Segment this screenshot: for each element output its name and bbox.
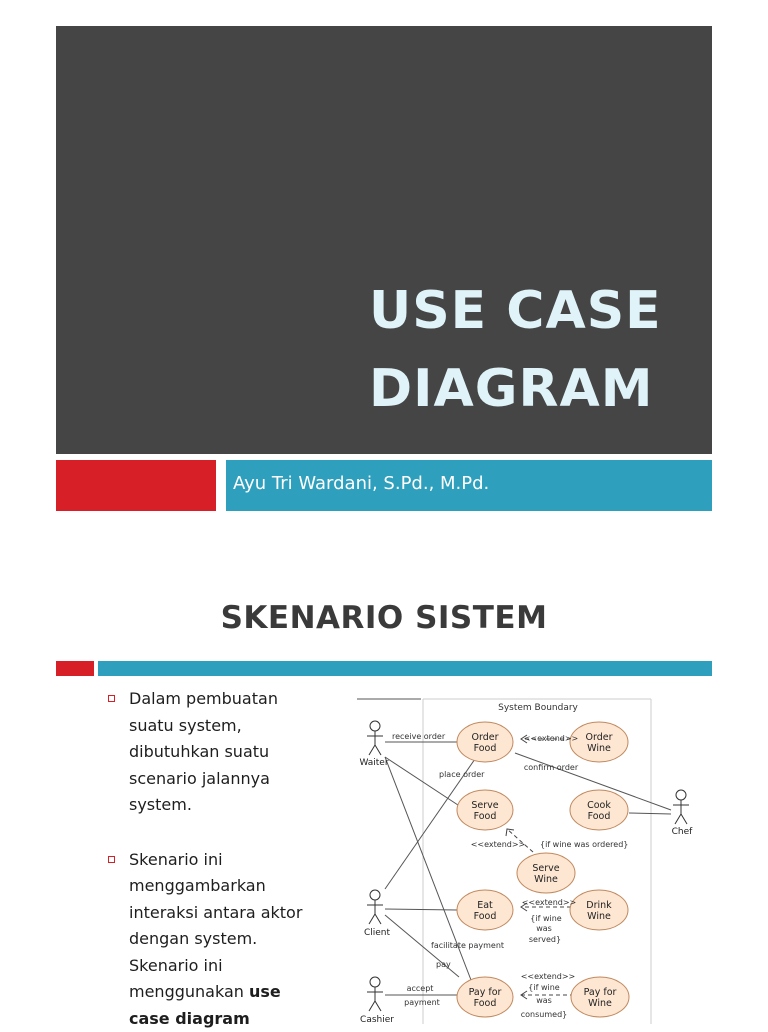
bullet-text: Dalam pembuatan suatu system, dibutuhkan suatu scenario jalannya system. [129, 689, 278, 814]
title-line-2: DIAGRAM [369, 350, 662, 428]
eat-food-line2: Food [474, 911, 497, 922]
teal-divider-bar [98, 661, 712, 676]
bullet-item [105, 847, 335, 1032]
actor-cashier-figure [367, 977, 383, 1011]
title-line-1: USE CASE [369, 272, 662, 350]
label-if-wine-consumed-1: {if wine [528, 983, 560, 992]
actor-waiter-figure [367, 721, 383, 755]
eat-food-line1: Eat [477, 900, 493, 911]
author-name: Ayu Tri Wardani, S.Pd., M.Pd. [233, 470, 489, 498]
label-place-order: place order [439, 770, 485, 779]
label-facilitate-payment: facilitate payment [431, 941, 504, 950]
label-extend-4: <<extend>> [521, 972, 576, 981]
label-payment: payment [404, 998, 440, 1007]
label-if-wine-ordered: {if wine was ordered} [540, 840, 628, 849]
drink-wine-line2: Wine [587, 911, 611, 922]
boundary-label: System Boundary [498, 703, 578, 713]
use-case-labels [469, 732, 617, 1009]
label-accept: accept [407, 984, 434, 993]
square-bullet-icon [108, 856, 115, 863]
bullet-list [105, 686, 335, 1032]
bullet-item [105, 686, 335, 819]
red-accent-bar [56, 460, 216, 511]
label-extend-3: <<extend>> [522, 898, 577, 907]
actor-client-figure [367, 890, 383, 924]
label-if-wine-served-1: {if wine [530, 914, 562, 923]
label-extend-2: <<extend>> [471, 840, 526, 849]
actor-waiter-label: Waiter [359, 758, 388, 768]
pay-wine-line2: Wine [588, 998, 612, 1009]
presentation-title [369, 272, 662, 428]
bullet-bold-text: use case diagram [129, 982, 281, 1028]
label-if-wine-served-2: was [536, 924, 552, 933]
label-pay: pay [436, 960, 451, 969]
serve-wine-line1: Serve [532, 863, 559, 874]
order-wine-line2: Wine [587, 743, 611, 754]
client-eatfood-line [385, 909, 457, 910]
actor-client-label: Client [364, 928, 391, 938]
order-food-line2: Food [474, 743, 497, 754]
chef-cookfood-line [629, 813, 671, 814]
arrowhead-icon [506, 829, 514, 836]
slide-title: SKENARIO SISTEM [0, 598, 768, 638]
serve-food-line2: Food [474, 811, 497, 822]
label-extend-1: <<extend>> [524, 734, 579, 743]
actor-chef-label: Chef [672, 827, 694, 837]
order-wine-line1: Order [586, 732, 613, 743]
red-accent-bar-small [56, 661, 94, 676]
label-if-wine-consumed-2: was [536, 996, 552, 1005]
bullet-text: Skenario ini menggambarkan interaksi antara aktor dengan system. Skenario ini menggunakan [129, 850, 302, 1002]
pay-wine-line1: Pay for [584, 987, 617, 998]
label-confirm-order: confirm order [524, 763, 579, 772]
label-if-wine-served-3: served} [529, 935, 561, 944]
drink-wine-line1: Drink [586, 900, 612, 911]
square-bullet-icon [108, 695, 115, 702]
pay-food-line1: Pay for [469, 987, 502, 998]
pay-food-line2: Food [474, 998, 497, 1009]
use-case-diagram [355, 697, 710, 1024]
label-if-wine-consumed-3: consumed} [521, 1010, 567, 1019]
cook-food-line1: Cook [587, 800, 611, 811]
order-food-line1: Order [472, 732, 499, 743]
serve-food-line1: Serve [471, 800, 498, 811]
cook-food-line2: Food [588, 811, 611, 822]
actor-chef-figure [673, 790, 689, 824]
label-receive-order: receive order [392, 732, 446, 741]
actor-cashier-label: Cashier [360, 1015, 394, 1024]
serve-wine-line2: Wine [534, 874, 558, 885]
relationship-labels [392, 732, 628, 1019]
